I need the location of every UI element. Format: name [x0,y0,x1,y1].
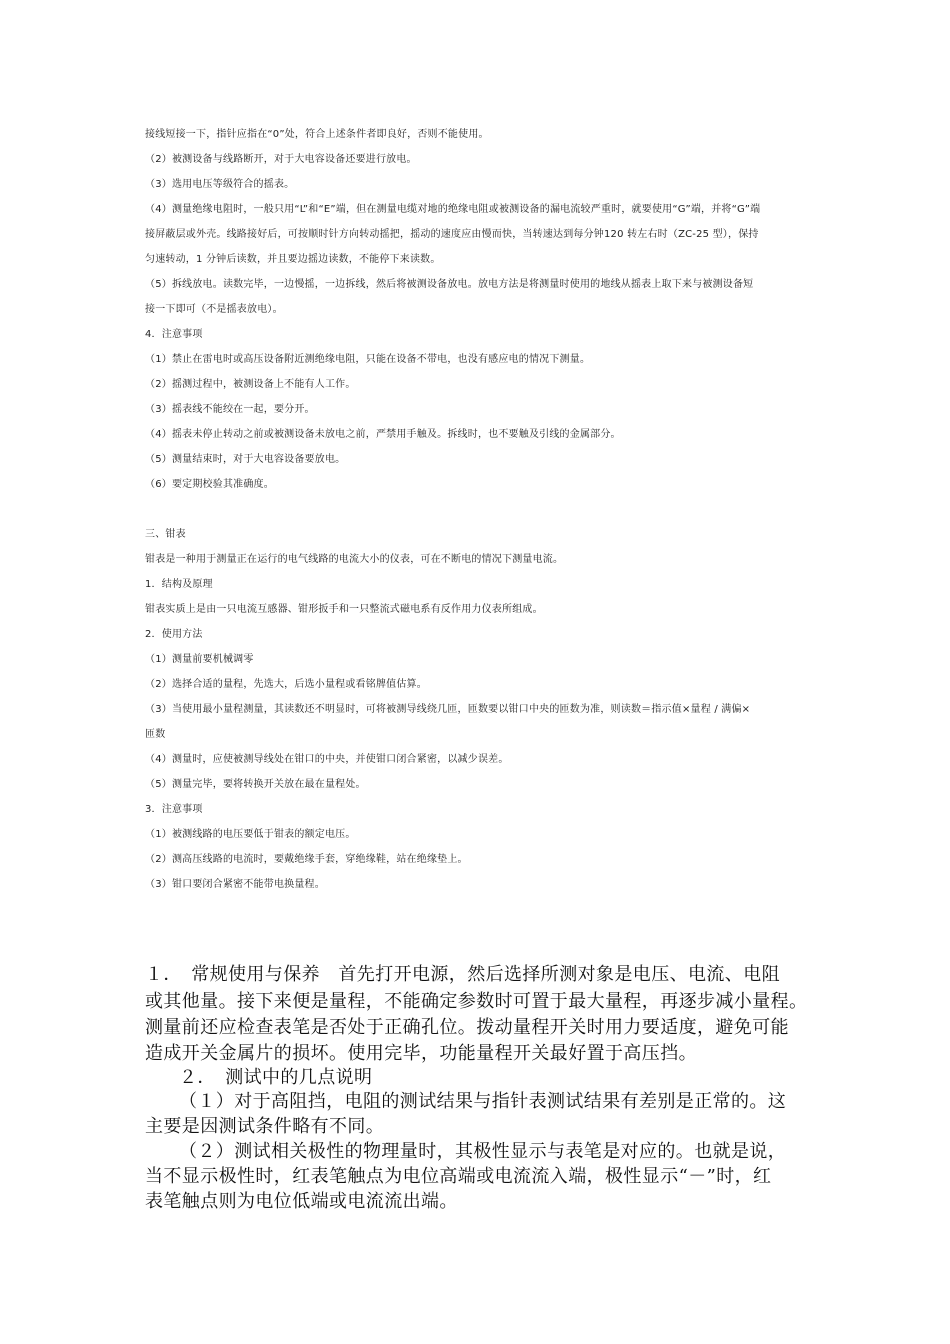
text-line: （4）测量绝缘电阻时，一般只用“L”和“E”端，但在测量电缆对地的绝缘电阻或被测设备的漏电流较严重时，就要使用“G”端，并将“G”端 [145,204,761,215]
text-line: （3）当使用最小量程测量，其读数还不明显时，可将被测导线绕几匝，匝数要以钳口中央的匝数为准，则读数＝指示值×量程 / 满偏× [145,704,751,715]
text-line: （1）测量前要机械调零 [145,654,254,665]
text-line: （5）测量结束时，对于大电容设备要放电。 [145,454,346,465]
paragraph-line: 测量前还应检查表笔是否处于正确孔位。拨动量程开关时用力要适度，避免可能 [145,1017,789,1038]
text-line: （4）摇表未停止转动之前或被测设备未放电之前，严禁用手触及。拆线时，也不要触及引线的金属部分。 [145,429,621,440]
section-heading: 1．结构及原理 [145,579,213,590]
text-line: （3）选用电压等级符合的摇表。 [145,179,295,190]
text-line: （2）选择合适的量程，先选大，后选小量程或看铭牌值估算。 [145,679,427,690]
text-line: （5）拆线放电。读数完毕，一边慢摇，一边拆线，然后将被测设备放电。放电方法是将测量时使用的地线从摇表上取下来与被测设备短 [145,279,754,290]
text-line: （1）被测线路的电压要低于钳表的额定电压。 [145,829,356,840]
section-heading: ２． 测试中的几点说明 [179,1067,373,1088]
text-line: 匝数 [145,729,166,740]
paragraph-line: 表笔触点则为电位低端或电流流出端。 [145,1191,458,1212]
text-line: （3）摇表线不能绞在一起，要分开。 [145,404,315,415]
text-line: 钳表是一种用于测量正在运行的电气线路的电流大小的仪表，可在不断电的情况下测量电流。 [145,554,564,565]
text-line: （3）钳口要闭合紧密不能带电换量程。 [145,879,325,890]
text-line: （6）要定期校验其准确度。 [145,479,274,490]
paragraph-line: （２）测试相关极性的物理量时，其极性显示与表笔是对应的。也就是说， [179,1141,787,1162]
paragraph-line: （１）对于高阻挡，电阻的测试结果与指针表测试结果有差别是正常的。这 [179,1091,787,1112]
paragraph-line: 当不显示极性时，红表笔触点为电位高端或电流流入端，极性显示“－”时，红 [145,1166,772,1187]
section-heading: 4．注意事项 [145,329,203,340]
text-line: （5）测量完毕，要将转换开关放在最在量程处。 [145,779,366,790]
paragraph-line: １． 常规使用与保养 首先打开电源，然后选择所测对象是电压、电流、电阻 [145,964,780,985]
section-title: 三、钳表 [145,529,186,540]
paragraph-line: 或其他量。接下来便是量程，不能确定参数时可置于最大量程，再逐步减小量程。 [145,991,808,1012]
text-line: 匀速转动，1 分钟后读数，并且要边摇边读数，不能停下来读数。 [145,254,441,265]
text-line: 钳表实质上是由一只电流互感器、钳形扳手和一只整流式磁电系有反作用力仪表所组成。 [145,604,543,615]
text-line: 接屏蔽层或外壳。线路接好后，可按顺时针方向转动摇把，摇动的速度应由慢而快，当转速达到每分钟120 转左右时（ZC-25 型），保持 [145,229,759,240]
text-line: （1）禁止在雷电时或高压设备附近测绝缘电阻，只能在设备不带电，也没有感应电的情况下测量。 [145,354,591,365]
text-line: 接线短接一下，指针应指在“0”处，符合上述条件者即良好，否则不能使用。 [145,129,489,140]
section-heading: 3．注意事项 [145,804,203,815]
text-line: （4）测量时，应使被测导线处在钳口的中央，并使钳口闭合紧密，以减少误差。 [145,754,509,765]
text-line: 接一下即可（不是摇表放电）。 [145,304,283,315]
paragraph-line: 主要是因测试条件略有不同。 [145,1116,385,1137]
text-line: （2）摇测过程中，被测设备上不能有人工作。 [145,379,356,390]
text-line: （2）测高压线路的电流时，要戴绝缘手套，穿绝缘鞋，站在绝缘垫上。 [145,854,468,865]
paragraph-line: 造成开关金属片的损坏。使用完毕，功能量程开关最好置于高压挡。 [145,1043,697,1064]
section-heading: 2．使用方法 [145,629,203,640]
text-line: （2）被测设备与线路断开，对于大电容设备还要进行放电。 [145,154,417,165]
